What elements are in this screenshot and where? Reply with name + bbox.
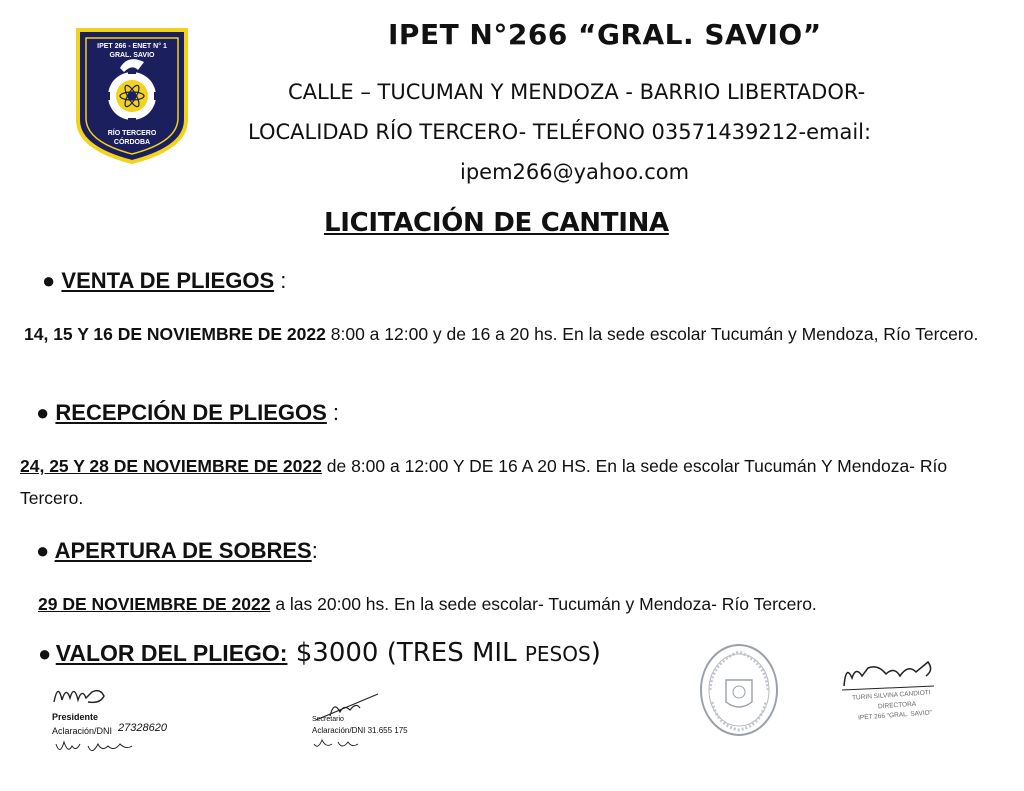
bullet-icon: ● xyxy=(42,268,56,293)
secretary-dni: Aclaración/DNI 31.655 175 xyxy=(312,726,408,735)
address-line-2: LOCALIDAD RÍO TERCERO- TELÉFONO 03571439212-email: xyxy=(248,120,872,144)
document-title: LICITACIÓN DE CANTINA xyxy=(324,208,669,238)
president-dni-label: Aclaración/DNI xyxy=(52,726,113,736)
valor-pesos: PESOS xyxy=(524,642,591,666)
section-heading-text: VENTA DE PLIEGOS xyxy=(61,268,275,293)
bullet-icon: ● xyxy=(36,400,50,425)
email-address: ipem266@yahoo.com xyxy=(460,160,690,184)
logo-text-top: IPET 266 - ENET N° 1 xyxy=(97,43,167,50)
school-name: IPET N°266 “GRAL. SAVIO” xyxy=(388,18,822,51)
section-date: 29 DE NOVIEMBRE DE 2022 xyxy=(38,594,271,614)
valor-label: VALOR DEL PLIEGO: xyxy=(55,640,288,666)
section-text: a las 20:00 hs. En la sede escolar- Tucumán y Mendoza- Río Tercero. xyxy=(270,594,817,614)
president-signature xyxy=(48,678,118,712)
bullet-icon: ● xyxy=(38,641,52,666)
section-date: 14, 15 Y 16 DE NOVIEMBRE DE 2022 xyxy=(24,324,326,344)
section-apertura-heading xyxy=(36,538,318,564)
president-name-handwritten xyxy=(52,736,142,760)
valor-del-pliego xyxy=(38,638,601,668)
section-heading-text: APERTURA DE SOBRES xyxy=(54,538,312,563)
logo-text-bottom: RÍO TERCERO xyxy=(107,130,157,137)
director-name: TURIN SILVINA CANDIOTI xyxy=(851,689,931,702)
president-signature-block xyxy=(48,678,188,768)
section-date: 24, 25 Y 28 DE NOVIEMBRE DE 2022 xyxy=(20,456,322,476)
director-signature xyxy=(838,656,948,696)
official-stamp xyxy=(698,642,780,738)
address-line-1: CALLE – TUCUMAN Y MENDOZA - BARRIO LIBERTADOR- xyxy=(288,80,866,104)
section-venta-body xyxy=(20,318,1010,350)
valor-close: ) xyxy=(590,638,601,668)
section-heading-suffix: : xyxy=(311,538,318,563)
school-logo xyxy=(72,24,192,166)
secretary-title: Secretario xyxy=(312,716,344,723)
secretary-name-handwritten xyxy=(312,736,372,752)
secretary-signature-block xyxy=(310,690,450,770)
bullet-icon: ● xyxy=(36,538,50,563)
president-dni-number: 27328620 xyxy=(118,722,167,734)
section-text: 8:00 a 12:00 y de 16 a 20 hs. En la sede escolar Tucumán y Mendoza, Río Tercero. xyxy=(325,324,979,344)
section-recepcion-heading xyxy=(36,400,339,426)
director-school: IPET 266 "GRAL. SAVIO" xyxy=(857,709,933,722)
valor-price: $3000 (TRES MIL xyxy=(287,638,525,668)
section-heading-suffix: : xyxy=(274,268,287,293)
logo-text-top2: GRAL. SAVIO xyxy=(109,52,155,59)
section-heading-text: RECEPCIÓN DE PLIEGOS xyxy=(55,400,327,425)
section-recepcion-body xyxy=(20,450,1010,514)
section-text: de 8:00 a 12:00 Y DE 16 A 20 HS. En la sede escolar Tucumán Y Mendoza- Río Tercero. xyxy=(20,456,948,508)
logo-text-bottom2: CÓRDOBA xyxy=(113,139,151,146)
director-signature-block xyxy=(838,656,968,736)
section-heading-suffix: : xyxy=(326,400,340,425)
section-apertura-body xyxy=(38,588,1024,620)
president-title: Presidente xyxy=(52,712,99,722)
section-venta-heading xyxy=(42,268,286,294)
director-title: DIRECTORA xyxy=(877,700,917,711)
